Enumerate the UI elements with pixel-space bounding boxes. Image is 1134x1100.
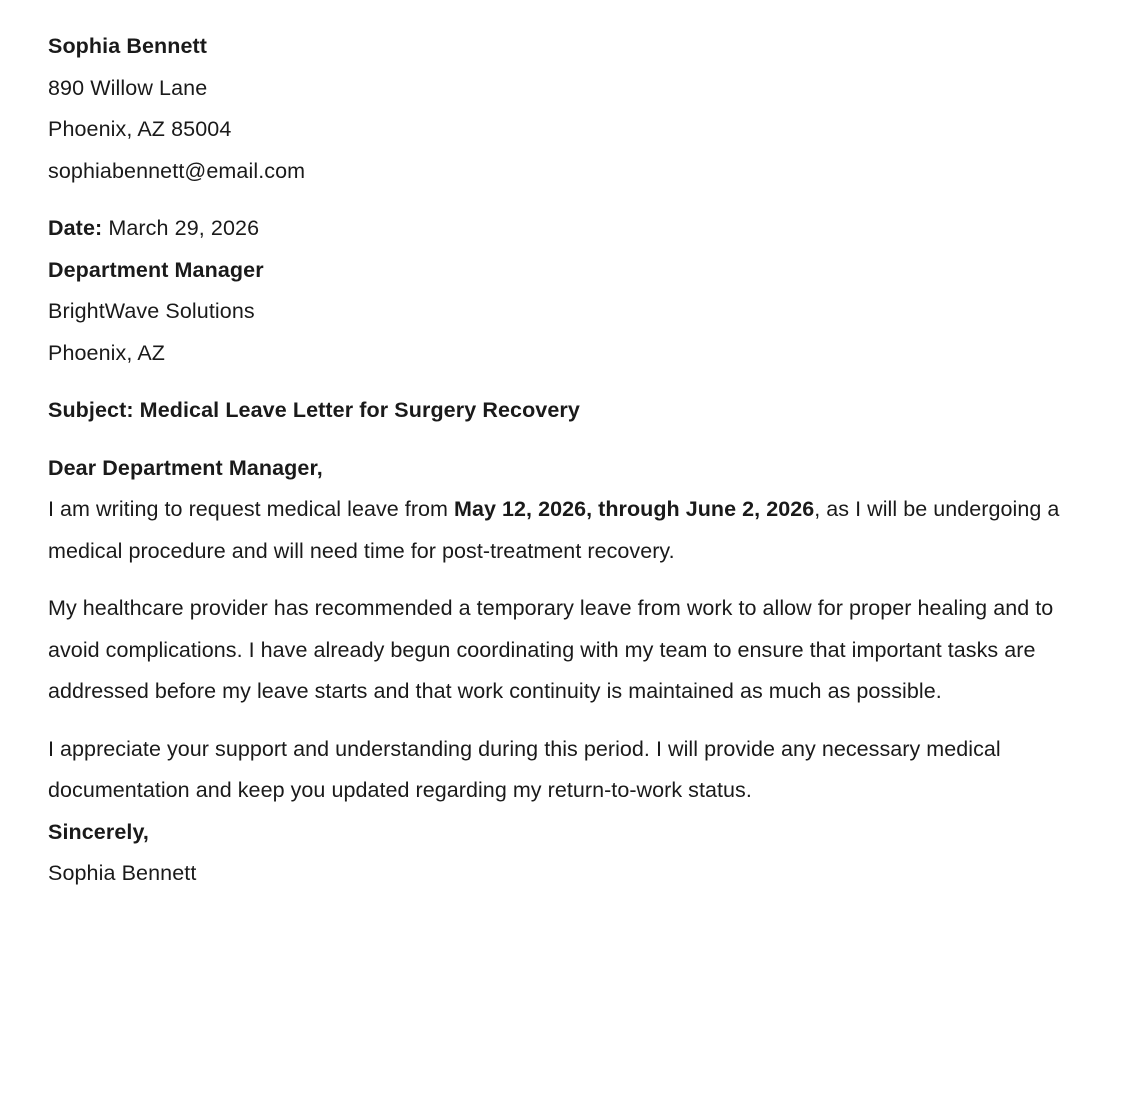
subject-line: Subject: Medical Leave Letter for Surgery Recovery	[48, 398, 580, 422]
recipient-location: Phoenix, AZ	[48, 340, 166, 365]
recipient-address-block	[48, 250, 1060, 375]
signature-name: Sophia Bennett	[48, 861, 197, 885]
recipient-company: BrightWave Solutions	[48, 299, 255, 323]
paragraph-1-lead-text: I am writing to request medical leave from	[48, 497, 455, 521]
body-paragraph-3: I appreciate your support and understanding during this period. I will provide any necessary medical documentation and keep you updated regarding my return-to-work status.	[48, 736, 1001, 802]
sender-city-state-zip: Phoenix, AZ 85004	[48, 117, 232, 141]
sender-street: 890 Willow Lane	[48, 75, 208, 100]
body-paragraph-1	[48, 489, 1060, 572]
date-value: March 29, 2026	[108, 216, 260, 240]
sender-email: sophiabennett@email.com	[48, 158, 306, 183]
recipient-title: Department Manager	[48, 257, 264, 282]
sender-name: Sophia Bennett	[48, 34, 208, 58]
body-paragraph-2: My healthcare provider has recommended a temporary leave from work to allow for proper healing and to avoid complications. I have already begun coordinating with my team to ensure that important tasks are addressed before my leave starts and that work continuity is maintained as much as possible.	[48, 596, 1054, 703]
date-label: Date:	[48, 216, 103, 240]
valediction: Sincerely,	[48, 819, 149, 844]
closing-block	[48, 812, 1060, 895]
sender-address-block	[48, 26, 1060, 192]
letter-body	[48, 26, 1060, 895]
date-line	[48, 208, 1060, 250]
salutation: Dear Department Manager,	[48, 455, 323, 480]
leave-date-range: May 12, 2026, through June 2, 2026	[454, 497, 815, 521]
paragraph-1-trailing-text: , as I will be undergoing a medical procedure and will need time for post-treatment recovery.	[48, 497, 1060, 563]
